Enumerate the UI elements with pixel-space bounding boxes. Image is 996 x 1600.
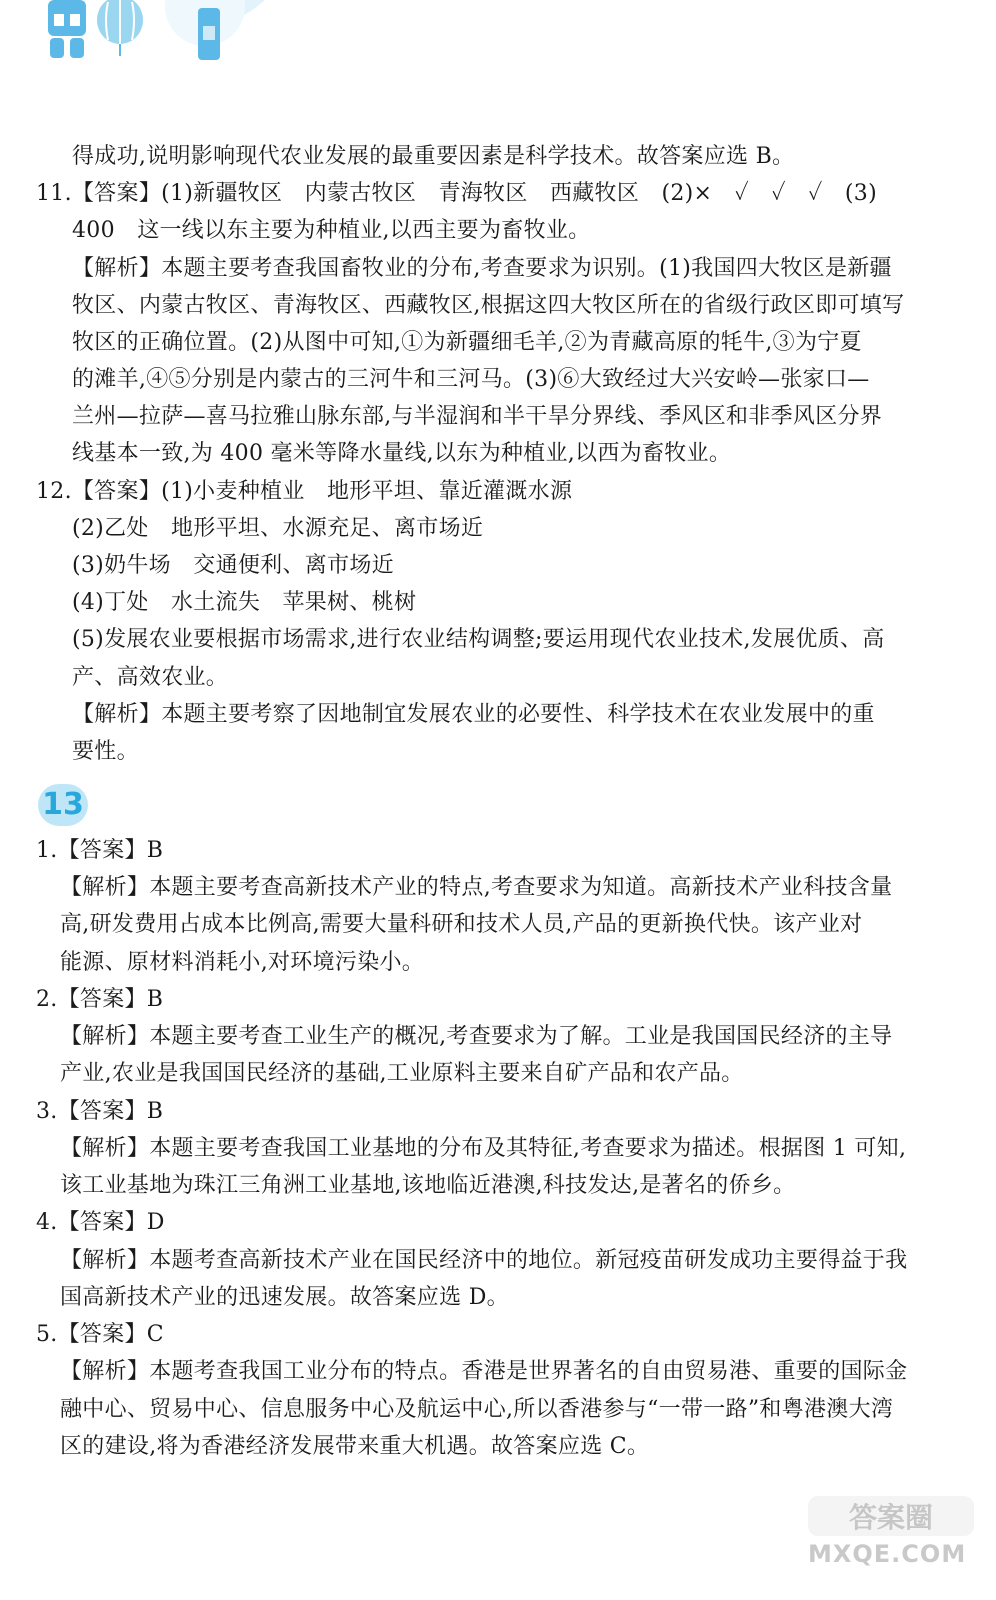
text-line: (3)奶牛场 交通便利、离市场近 (72, 553, 394, 578)
text-line: 【解析】本题主要考查高新技术产业的特点,考查要求为知道。高新技术产业科技含量 (60, 875, 893, 900)
watermark-url: MXQE.COM (808, 1540, 967, 1568)
text-line: 【解析】本题主要考查我国畜牧业的分布,考查要求为识别。(1)我国四大牧区是新疆 (72, 256, 892, 281)
text-line: 400 这一线以东主要为种植业,以西主要为畜牧业。 (72, 218, 591, 243)
text-line: 区的建设,将为香港经济发展带来重大机遇。故答案应选 C。 (60, 1434, 650, 1459)
text-line: 3.【答案】B (36, 1099, 164, 1124)
text-line: 产业,农业是我国国民经济的基础,工业原料主要来自矿产品和农产品。 (60, 1061, 744, 1086)
text-line: 兰州—拉萨—喜马拉雅山脉东部,与半湿润和半干旱分界线、季风区和非季风区分界 (72, 404, 883, 429)
text-line: 【解析】本题主要考查我国工业基地的分布及其特征,考查要求为描述。根据图 1 可知, (60, 1136, 907, 1161)
text-line: (5)发展农业要根据市场需求,进行农业结构调整;要运用现代农业技术,发展优质、高 (72, 627, 885, 652)
text-line: 1.【答案】B (36, 838, 164, 863)
text-line: 5.【答案】C (36, 1322, 164, 1347)
text-line: 牧区、内蒙古牧区、青海牧区、西藏牧区,根据这四大牧区所在的省级行政区即可填写 (72, 293, 905, 318)
text-line: 【解析】本题主要考察了因地制宜发展农业的必要性、科学技术在农业发展中的重 (72, 702, 875, 727)
text-line: 【解析】本题主要考查工业生产的概况,考查要求为了解。工业是我国国民经济的主导 (60, 1024, 893, 1049)
text-line: 该工业基地为珠江三角洲工业基地,该地临近港澳,科技发达,是著名的侨乡。 (60, 1173, 796, 1198)
text-line: 能源、原材料消耗小,对环境污染小。 (60, 950, 425, 975)
section-number-badge: 13 (38, 784, 88, 826)
text-line: 的滩羊,④⑤分别是内蒙古的三河牛和三河马。(3)⑥大致经过大兴安岭—张家口— (72, 367, 870, 392)
text-line: (2)乙处 地形平坦、水源充足、离市场近 (72, 516, 484, 541)
text-line: 12.【答案】(1)小麦种植业 地形平坦、靠近灌溉水源 (36, 479, 573, 504)
watermark-logo (806, 1490, 976, 1540)
text-line: 产、高效农业。 (72, 665, 229, 690)
text-line: 高,研发费用占成本比例高,需要大量科研和技术人员,产品的更新换代快。该产业对 (60, 912, 863, 937)
watermark-logo-text: 答案圈 (848, 1501, 934, 1534)
text-line: 国高新技术产业的迅速发展。故答案应选 D。 (60, 1285, 509, 1310)
text-line: 【解析】本题考查高新技术产业在国民经济中的地位。新冠疫苗研发成功主要得益于我 (60, 1248, 908, 1273)
text-line: (4)丁处 水土流失 苹果树、桃树 (72, 590, 417, 615)
text-line: 得成功,说明影响现代农业发展的最重要因素是科学技术。故答案应选 B。 (72, 144, 795, 169)
text-line: 要性。 (72, 739, 139, 764)
text-line: 牧区的正确位置。(2)从图中可知,①为新疆细毛羊,②为青藏高原的牦牛,③为宁夏 (72, 330, 862, 355)
text-line: 【解析】本题考查我国工业分布的特点。香港是世界著名的自由贸易港、重要的国际金 (60, 1359, 908, 1384)
text-line: 11.【答案】(1)新疆牧区 内蒙古牧区 青海牧区 西藏牧区 (2)× ✓ ✓ ✓ (3) (36, 181, 877, 206)
text-line: 2.【答案】B (36, 987, 164, 1012)
text-line: 融中心、贸易中心、信息服务中心及航运中心,所以香港参与“一带一路”和粤港澳大湾 (60, 1397, 894, 1422)
text-line: 4.【答案】D (36, 1210, 165, 1235)
text-line: 线基本一致,为 400 毫米等降水量线,以东为种植业,以西为畜牧业。 (72, 441, 732, 466)
